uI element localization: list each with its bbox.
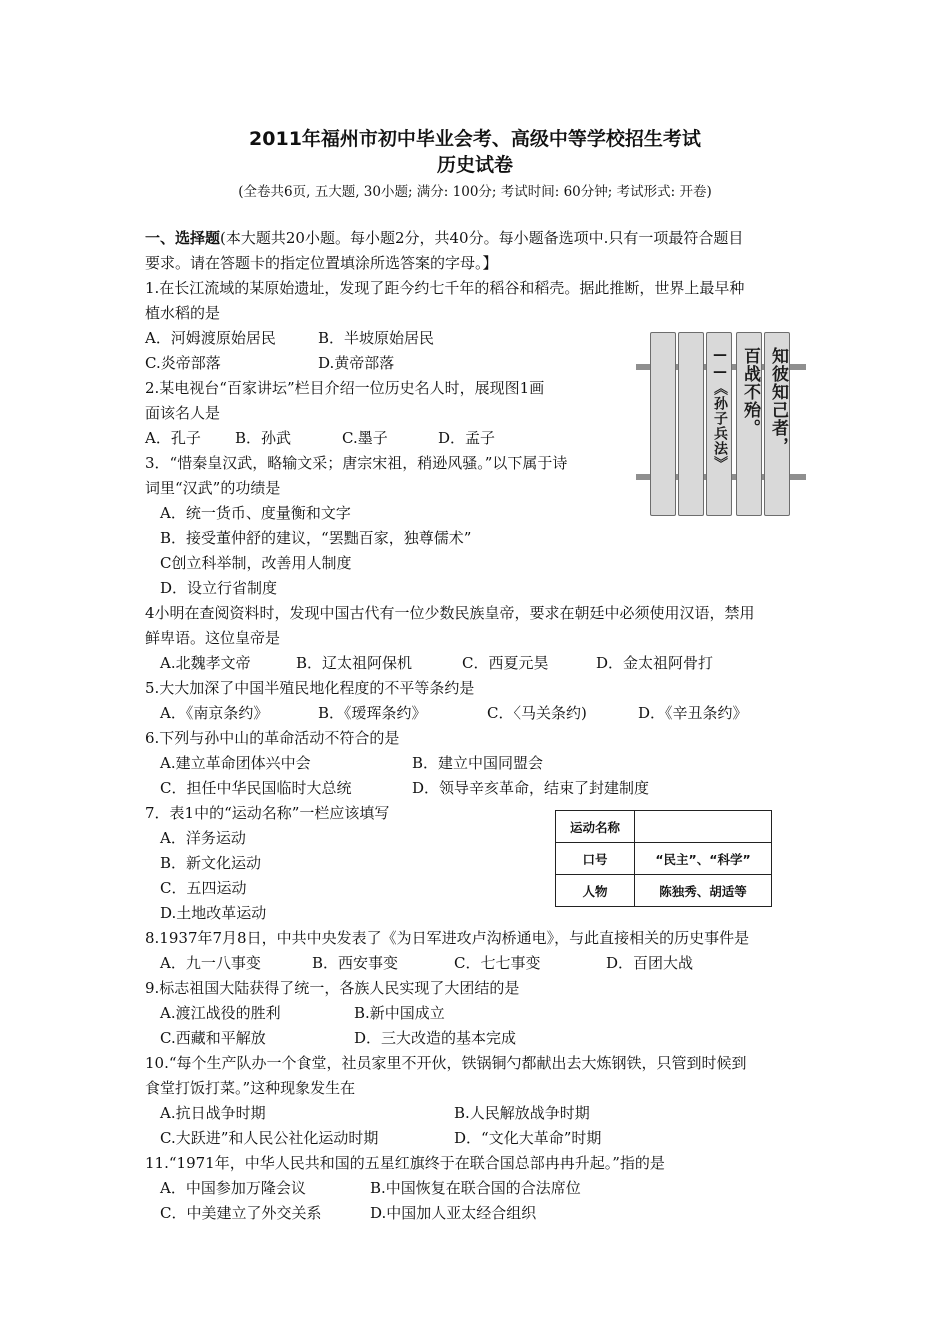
q5-option-c: C．〈马关条约) [487, 704, 587, 722]
table-row [556, 843, 772, 875]
question-8-stem: 8.1937年7月8日，中共中央发表了《为日军进攻卢沟桥通电》，与此直接相关的历史事件是 [145, 929, 750, 947]
q11-option-c: C．中美建立了外交关系 [160, 1204, 322, 1222]
table-value-cell [635, 811, 772, 843]
q9-option-d: D．三大改造的基本完成 [354, 1029, 517, 1047]
question-2-stem: 2.某电视台“百家讲坛”栏目介绍一位历史名人时，展现图1画 [145, 379, 545, 397]
question-1-stem: 1.在长江流域的某原始遗址，发现了距今约七千年的稻谷和稻壳。据此推断，世界上最早种 [145, 279, 745, 297]
q7-option-c: C．五四运动 [160, 879, 247, 897]
blank-slip [678, 332, 704, 516]
section1-desc2: 要求。请在答题卡的指定位置填涂所选答案的字母。】 [145, 254, 498, 272]
question-5-stem: 5.大大加深了中国半殖民地化程度的不平等条约是 [145, 679, 475, 697]
blank-slip [650, 332, 676, 516]
slip-line-2: 百战不殆。 [736, 332, 762, 516]
q4-option-a: A.北魏孝文帝 [160, 654, 251, 672]
q7-option-b: B．新文化运动 [160, 854, 262, 872]
q2-option-a: A．孔子 [145, 429, 201, 447]
q10-option-a: A.抗日战争时期 [160, 1104, 266, 1122]
table-1-movement [555, 810, 772, 907]
section1-intro [145, 228, 743, 248]
q3-option-a: A．统一货币、度量衡和文字 [160, 504, 351, 522]
q3-option-b: B．接受董仲舒的建议，“罢黜百家，独尊儒术” [160, 529, 472, 547]
table-row [556, 811, 772, 843]
table-value-cell: “民主”、“科学” [635, 843, 772, 875]
exam-title: 2011年福州市初中毕业会考、高级中等学校招生考试 [249, 128, 701, 150]
slip-line-1: 知彼知己者， [764, 332, 790, 516]
q11-option-a: A．中国参加万隆会议 [160, 1179, 306, 1197]
q9-option-c: C.西藏和平解放 [160, 1029, 266, 1047]
q5-option-a: A．《南京条约》 [160, 704, 269, 722]
q8-option-b: B．西安事变 [312, 954, 399, 972]
q8-option-d: D．百团大战 [606, 954, 694, 972]
q3-option-d: D．设立行省制度 [160, 579, 278, 597]
table-header-cell: 口号 [556, 843, 635, 875]
q3-option-c: C创立科举制，改善用人制度 [160, 554, 352, 572]
q2-option-d: D．孟子 [438, 429, 496, 447]
q7-option-a: A．洋务运动 [160, 829, 246, 847]
table-row [556, 875, 772, 907]
q6-option-c: C．担任中华民国临时大总统 [160, 779, 352, 797]
q10-option-c: C.大跃进”和人民公社化运动时期 [160, 1129, 379, 1147]
question-1-stem-cont: 植水稻的是 [145, 304, 221, 322]
q6-option-b: B．建立中国同盟会 [412, 754, 544, 772]
q6-option-d: D．领导辛亥革命，结束了封建制度 [412, 779, 650, 797]
question-9-stem: 9.标志祖国大陆获得了统一，各族人民实现了大团结的是 [145, 979, 520, 997]
q5-option-d: D．《辛丑条约》 [638, 704, 748, 722]
question-6-stem: 6.下列与孙中山的革命活动不符合的是 [145, 729, 400, 747]
figure-1-bamboo-slips [636, 324, 806, 522]
q8-option-c: C．七七事变 [454, 954, 541, 972]
q4-option-d: D．金太祖阿骨打 [596, 654, 714, 672]
q10-option-b: B.人民解放战争时期 [454, 1104, 590, 1122]
exam-subject: 历史试卷 [436, 154, 513, 176]
q9-option-b: B.新中国成立 [354, 1004, 445, 1022]
table-header-cell: 人物 [556, 875, 635, 907]
q6-option-a: A.建立革命团体兴中会 [160, 754, 311, 772]
question-2-stem-cont: 面该名人是 [145, 404, 221, 422]
q11-option-d: D.中国加人亚太经合组织 [370, 1204, 537, 1222]
q2-option-b: B．孙武 [235, 429, 292, 447]
q2-option-c: C.墨子 [342, 429, 388, 447]
slip-source: ——《孙子兵法》 [706, 332, 732, 516]
table-header-cell: 运动名称 [556, 811, 635, 843]
q4-option-c: C．西夏元昊 [462, 654, 549, 672]
question-4-stem-cont: 鲜卑语。这位皇帝是 [145, 629, 281, 647]
section1-desc1: (本大题共20小题。每小题2分，共40分。每小题备选项中.只有一项最符合题目 [220, 229, 744, 247]
q8-option-a: A．九一八事变 [160, 954, 261, 972]
q4-option-b: B．辽太祖阿保机 [296, 654, 413, 672]
question-3-stem: 3．“惜秦皇汉武，略输文采；唐宗宋祖，稍逊风骚。”以下属于诗 [145, 454, 568, 472]
question-10-stem-cont: 食堂打饭打菜。”这种现象发生在 [145, 1079, 356, 1097]
question-7-stem: 7．表1中的“运动名称”一栏应该填写 [145, 804, 390, 822]
question-10-stem: 10.“每个生产队办一个食堂，社员家里不开伙，铁锅铜勺都献出去大炼钢铁，只管到时候到 [145, 1054, 747, 1072]
q1-option-c: C.炎帝部落 [145, 354, 221, 372]
q7-option-d: D.土地改革运动 [160, 904, 267, 922]
q1-option-d: D.黄帝部落 [318, 354, 395, 372]
exam-info: (全卷共6页, 五大题, 30小题; 满分: 100分; 考试时间: 60分钟; 考试形式: 开卷) [238, 184, 712, 200]
question-3-stem-cont: 词里“汉武”的功绩是 [145, 479, 281, 497]
q1-option-b: B．半坡原始居民 [318, 329, 435, 347]
q5-option-b: B．《瑷珲条约》 [318, 704, 427, 722]
question-11-stem: 11.“1971年，中华人民共和国的五星红旗终于在联合国总部冉冉升起。”指的是 [145, 1154, 665, 1172]
table-value-cell: 陈独秀、胡适等 [635, 875, 772, 907]
q9-option-a: A.渡江战役的胜利 [160, 1004, 281, 1022]
q11-option-b: B.中国恢复在联合国的合法席位 [370, 1179, 581, 1197]
q1-option-a: A．河姆渡原始居民 [145, 329, 276, 347]
section1-heading: 一、选择题 [145, 229, 221, 247]
question-4-stem: 4小明在查阅资料时，发现中国古代有一位少数民族皇帝，要求在朝廷中必须使用汉语，禁用 [145, 604, 755, 622]
q10-option-d: D．“文化大革命”时期 [454, 1129, 602, 1147]
